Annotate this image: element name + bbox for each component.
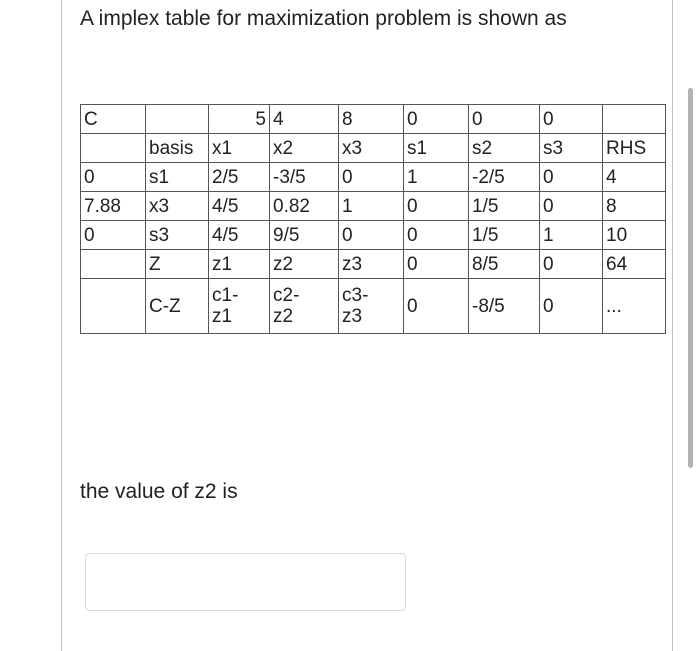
table-cell: [81, 134, 146, 163]
table-cell: 7.88: [81, 192, 146, 221]
table-cell: 0.82: [270, 192, 339, 221]
table-cell: 2/5: [209, 163, 270, 192]
table-cell: 1/5: [469, 221, 540, 250]
table-row: [81, 221, 666, 250]
table-cell: 4/5: [209, 192, 270, 221]
table-cell: z3: [339, 250, 404, 279]
answer-prompt: the value of z2 is: [80, 480, 238, 503]
table-cell: 64: [603, 250, 666, 279]
table-cell: x3: [339, 134, 404, 163]
table-cell: 0: [540, 105, 603, 134]
table-cell: [146, 105, 209, 134]
table-cell: 1: [339, 192, 404, 221]
table-cell: 0: [81, 221, 146, 250]
table-row: [81, 250, 666, 279]
table-cell: 8: [603, 192, 666, 221]
table-cell: 4: [270, 105, 339, 134]
table-cell: 0: [540, 192, 603, 221]
table-cell: s1: [146, 163, 209, 192]
table-cell: 10: [603, 221, 666, 250]
scrollbar-thumb[interactable]: [688, 88, 693, 468]
table-cell: 8/5: [469, 250, 540, 279]
table-cell: 9/5: [270, 221, 339, 250]
answer-input[interactable]: [85, 553, 406, 611]
table-cell: s2: [469, 134, 540, 163]
table-cell: x2: [270, 134, 339, 163]
table-cell: RHS: [603, 134, 666, 163]
table-cell: 0: [404, 192, 469, 221]
table-cell: [81, 250, 146, 279]
table-cell: basis: [146, 134, 209, 163]
table-cell: -2/5: [469, 163, 540, 192]
table-cell: s1: [404, 134, 469, 163]
table-row: [81, 134, 666, 163]
table-row: [81, 192, 666, 221]
question-text: A implex table for maximization problem is shown as: [80, 7, 567, 30]
table-cell: 4/5: [209, 221, 270, 250]
table-cell: 0: [404, 250, 469, 279]
table-row: [81, 163, 666, 192]
table-cell: ...: [603, 279, 666, 334]
table-cell: 0: [404, 105, 469, 134]
table-cell: 5: [209, 105, 270, 134]
table-cell: 4: [603, 163, 666, 192]
table-cell: 0: [81, 163, 146, 192]
table-cell: z2: [270, 250, 339, 279]
table-cell: 0: [540, 279, 603, 334]
table-cell: C-Z: [146, 279, 209, 334]
table-row: [81, 279, 666, 334]
table-cell: c1- z1: [209, 279, 270, 334]
table-cell: 0: [540, 250, 603, 279]
table-row: [81, 105, 666, 134]
simplex-table: [80, 104, 666, 334]
table-cell: -8/5: [469, 279, 540, 334]
table-cell: Z: [146, 250, 209, 279]
table-cell: 0: [469, 105, 540, 134]
table-cell: s3: [146, 221, 209, 250]
table-cell: c2- z2: [270, 279, 339, 334]
table-cell: 1: [540, 221, 603, 250]
table-cell: x1: [209, 134, 270, 163]
table-cell: 0: [404, 221, 469, 250]
table-cell: -3/5: [270, 163, 339, 192]
table-cell: z1: [209, 250, 270, 279]
table-cell: 0: [540, 163, 603, 192]
table-cell: 0: [339, 163, 404, 192]
table-cell: x3: [146, 192, 209, 221]
table-cell: s3: [540, 134, 603, 163]
table-cell: 1: [404, 163, 469, 192]
table-cell: [603, 105, 666, 134]
table-cell: 8: [339, 105, 404, 134]
table-cell: 0: [339, 221, 404, 250]
table-cell: C: [81, 105, 146, 134]
table-cell: 0: [404, 279, 469, 334]
table-cell: [81, 279, 146, 334]
table-cell: c3- z3: [339, 279, 404, 334]
table-cell: 1/5: [469, 192, 540, 221]
